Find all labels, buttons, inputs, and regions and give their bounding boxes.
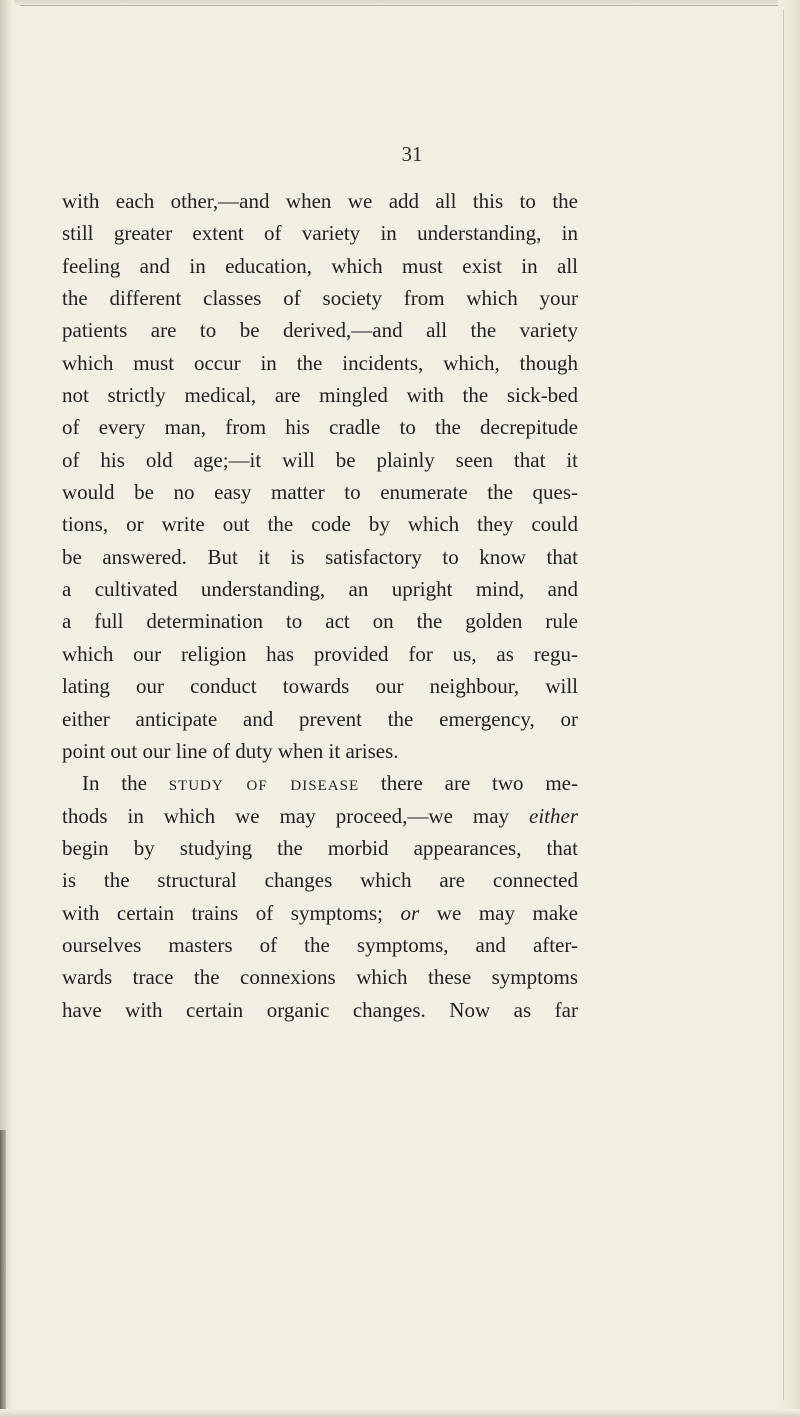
italic-word: or xyxy=(400,900,420,925)
text-line: be answered. But it is satisfactory to know that xyxy=(62,544,578,569)
text-line: patients are to be derived,—and all the variety xyxy=(62,318,578,343)
page-edge-right-line xyxy=(783,10,784,1400)
page-edge-right xyxy=(778,0,800,1417)
text-line: the different classes of society from which your xyxy=(62,286,578,311)
text-line: not strictly medical, are mingled with the sick-bed xyxy=(62,383,578,408)
text-line: which must occur in the incidents, which, though xyxy=(62,350,578,375)
body-text xyxy=(62,185,578,1026)
page-edge-bottom xyxy=(0,1409,800,1417)
small-caps-term: study of disease xyxy=(168,771,360,796)
text-line: begin by studying the morbid appearances, that xyxy=(62,835,578,860)
text-line: is the structural changes which are connected xyxy=(62,868,578,893)
page-edge-top-line xyxy=(20,5,780,6)
page-number: 31 xyxy=(401,142,423,166)
text-line: with each other,—and when we add all this to the xyxy=(62,189,578,213)
text-line: a full determination to act on the golden rule xyxy=(62,609,578,634)
text-line: ourselves masters of the symptoms, and after- xyxy=(62,932,578,957)
text-fragment: there are two me- xyxy=(359,771,578,796)
text-fragment: we may make xyxy=(419,900,578,925)
text-line: feeling and in education, which must exist in all xyxy=(62,253,578,278)
page-edge-left-shadow xyxy=(0,1130,6,1417)
text-fragment: with certain trains of symptoms; xyxy=(62,900,401,925)
text-line: of his old age;—it will be plainly seen that it xyxy=(62,447,578,472)
text-line: either anticipate and prevent the emergency, or xyxy=(62,706,578,731)
text-line: still greater extent of variety in understanding, in xyxy=(62,221,578,246)
text-line: wards trace the connexions which these symptoms xyxy=(62,965,578,990)
text-line: lating our conduct towards our neighbour, will xyxy=(62,674,578,699)
text-line xyxy=(62,800,578,832)
text-line xyxy=(62,897,578,929)
italic-word: either xyxy=(529,803,578,828)
text-line: of every man, from his cradle to the decrepitude xyxy=(62,415,578,440)
text-fragment: thods in which we may proceed,—we may xyxy=(62,803,530,828)
text-line-paragraph-start xyxy=(62,767,578,799)
text-fragment: In the xyxy=(82,771,169,796)
text-line: a cultivated understanding, an upright mind, and xyxy=(62,577,578,602)
text-line: have with certain organic changes. Now as far xyxy=(62,997,578,1022)
text-line: tions, or write out the code by which they could xyxy=(62,512,578,537)
text-line: which our religion has provided for us, as regu- xyxy=(62,641,578,666)
text-line: would be no easy matter to enumerate the ques- xyxy=(62,480,578,505)
text-line-paragraph-end: point out our line of duty when it arises. xyxy=(62,738,399,763)
